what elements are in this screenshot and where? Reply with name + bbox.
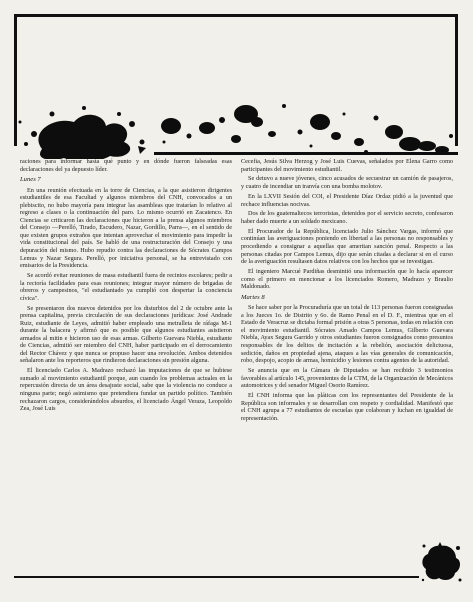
paragraph: El Procurador de la República, licenciado Julio Sánchez Vargas, informó que continúan las averiguaciones poniendo en libertad a las personas no responsables y procediendo a consignar a aquellas que ameritan sanción penal. Respecto a las personas citadas por Campos Lemus, dijo que serán citadas a declarar si en el curso de la averiguación resultasen datos relativos con los hechos que se investigan. <box>241 227 453 266</box>
ink-drop <box>219 117 225 123</box>
ink-blot <box>354 138 364 146</box>
ink-blot <box>251 117 263 127</box>
ink-drop <box>282 104 286 108</box>
paragraph: El ingeniero Marcué Pardiñas desmintió una información que lo hacía aparecer como el primero en mencionar a los licenciados Romero, Madrazo y Braulio Maldonado. <box>241 268 453 291</box>
ink-drop <box>129 121 135 127</box>
ink-blot <box>310 114 330 130</box>
ink-drop <box>24 142 28 146</box>
paragraph: Se detuvo a nueve jóvenes, cinco acusados de secuestrar un camión de pasajeros, y cuatro de incendiar un tranvía con una bomba molotov. <box>241 175 453 191</box>
ink-blot <box>331 132 341 140</box>
ink-drop <box>449 134 453 138</box>
footer-ink-blot <box>420 540 462 584</box>
paragraph: Se hace saber por la Procuraduría que un total de 113 personas fueron consignadas a los Jueces 1o. de Distrito y 6o. de Ramo Penal en el D. F., mientras que en el Estado de Veracruz se dictaba formal prisión a otras 5 personas, todas en relación con el movimiento estudiantil. Sócrates Amado Campos Lemus, Gilberto Guevara Niebla, Ayax Segura Garrido y otros estudiantes fueron consignados como presuntos responsables de los delitos de incitación a la rebelión, asociación delictuosa, sedición, daños en propiedad ajena, ataques a las vías generales de comunicación, robo, despojo, acopio de armas, homicidio y lesiones contra agentes de la autoridad. <box>241 304 453 365</box>
ink-blot <box>385 125 403 139</box>
ink-drop <box>19 121 22 124</box>
ink-drop <box>117 112 121 116</box>
ink-blot <box>161 118 181 134</box>
ink-drop <box>374 116 379 121</box>
paragraph: En la LXVII Sesión del COI, el Presidente Díaz Ordaz pidió a la juventud que rechace influencias nocivas. <box>241 192 453 208</box>
ink-blot <box>231 135 241 143</box>
ink-drop <box>298 130 303 135</box>
ink-drop <box>310 145 313 148</box>
large-ink-blot <box>38 115 130 159</box>
paragraph: Dos de los guatemaltecos terroristas, detenidos por el servicio secreto, confesaron haber dado muerte a un soldado mexicano. <box>241 210 453 225</box>
ink-drop <box>140 140 145 145</box>
ink-drop <box>50 112 55 117</box>
ink-blot <box>418 141 436 151</box>
paragraph: Se anuncia que en la Cámara de Diputados se han recibido 3 testimonios favorables al artículo 145, provenientes de la CTM, de la Organización de Mecánicos automotrices y del senador Miguel Osorio Ramírez. <box>241 367 453 390</box>
ink-base-strip <box>154 152 458 155</box>
ink-drop <box>187 134 192 139</box>
paragraph: En una reunión efectuada en la torre de Ciencias, a la que asistieron dirigentes estudiantiles de esa Facultad y algunos miembros del CNH, convocados a un plebiscito, no hubo mayoría para integrar las asambleas que tratarían lo relativo al regreso a clases o la continuación del paro. Lo mismo ocurrió en Zacatenco. En Ciencias se criticaron las declaraciones que hicieron a la prensa algunos miembros del Consejo —Perelló, Tirado, Escudero, Nazar, Gordillo, Parra—, en el sentido de que existen grupos extraños que intentan aprovechar el movimiento para impedir la vida constitucional del país. Se habló de una restructuración del Consejo y una depuración del mismo. Hubo repudio contra las declaraciones de Sócrates Campos Lemus y Nazar Segura. Perelló, por iniciativa personal, se ha entrevistado con emisarios de la Presidencia. <box>20 186 232 270</box>
ink-blot <box>268 131 276 137</box>
paragraph: El licenciado Carlos A. Madrazo rechazó las imputaciones de que se hubiese sumado al movimiento estudiantil porque, aun cuando los problemas actuales en la repercusión directa de un área desajuste social, sabe que la violencia no conduce a ninguna parte; negó asimismo que pretendiera fundar un partido político. También rechazaron cargos, considerándolos absurdos, el licenciado Ángel Veraza, Leopoldo Zea, José Luis <box>20 367 232 413</box>
ink-drop <box>31 131 37 137</box>
paragraph: Se acordó evitar reuniones de masa estudiantil fuera de recintos escolares; pedir a la rectoría facilidades para esas reuniones; integrar mayor número de brigadas de obreros y campesinos, "el estudiantado ya cumplió con despertar la conciencia cívica". <box>20 272 232 302</box>
bottom-rule <box>14 576 419 578</box>
left-text-column <box>20 158 232 415</box>
ink-blot <box>399 137 421 151</box>
paragraph: raciones para informar hasta qué punto y en dónde fueron falseadas esas declaraciones del ya depuesto líder. <box>20 158 232 173</box>
ink-splash <box>138 146 146 154</box>
paragraph: El CNH informa que las pláticas con los representantes del Presidente de la República son informales y se desarrollan con respeto y cordialidad. Manifestó que el CNH agrupa a 77 estudiantes de escuelas que colaboran y luchan en igualdad de representación. <box>241 392 453 422</box>
ink-blot <box>199 122 215 134</box>
date-heading: Lunes 7 <box>20 176 41 184</box>
ink-drop <box>82 106 86 110</box>
ink-drop <box>343 113 346 116</box>
date-heading: Martes 8 <box>241 293 265 301</box>
ink-drop <box>163 141 166 144</box>
ink-splatter-illustration <box>14 14 458 159</box>
paragraph: Cecefia, Jesús Silva Herzog y José Luis Cuevas, señalados por Elena Garro como participantes del movimiento estudiantil. <box>241 158 453 173</box>
paragraph: Se presentaron dos nuevos detenidos por los disturbios del 2 de octubre ante la prensa capitalina, previa circulación de sus declaraciones jurídicas: José Andrade Ruiz, estudiante de Leyes, admitió haber empleado una metralleta de ráfaga M-1 durante la balacera y afirmó que es posible que algunos estudiantes asistieron armados al mitin e hicieron uso de esas armas. Gilberto Guevara Niebla, estudiante de Ciencias, admitió ser miembro del CNH, haber participado en el derrocamiento del Rector Chávez y que nunca se propuso hacer una revolución. Ambos detenidos señalaron ante los reporteros que rindieron declaraciones sin presión alguna. <box>20 304 232 365</box>
right-text-column <box>241 158 453 425</box>
